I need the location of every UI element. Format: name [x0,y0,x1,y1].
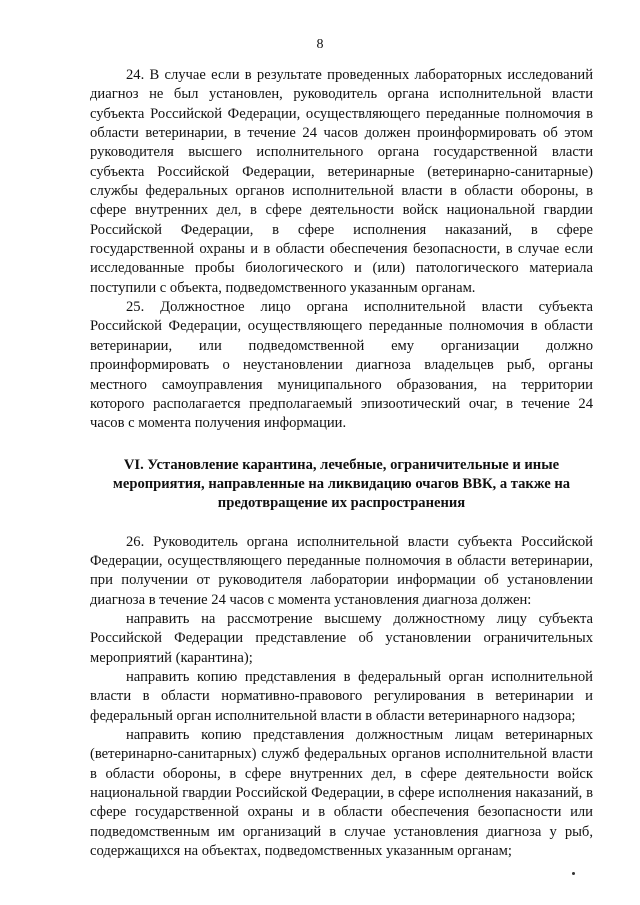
scan-mark [572,872,575,875]
paragraph-24: 24. В случае если в результате проведенных лабораторных исследований диагноз не был установлен, руководитель органа исполнительной власти субъекта Российской Федерации, осуществляющего переданные полномочия в области ветеринарии, в течение 24 часов должен проинформировать об этом руководителя высшего исполнительного органа государственной власти субъекта Российской Федерации, ветеринарные (ветеринарно-санитарные) службы федеральных органов исполнительной власти в области обороны, в сфере внутренних дел, в сфере деятельности войск национальной гвардии Российской Федерации, в сфере исполнения наказаний, в сфере государственной охраны и в области обеспечения безопасности, в случае если исследованные пробы биологического и (или) патологического материала поступили с объекта, подведомственного указанным органам. [90,67,593,296]
paragraph-26: 26. Руководитель органа исполнительной власти субъекта Российской Федерации, осуществляющего переданные полномочия в области ветеринарии, при получении от руководителя лаборатории информации об установлении диагноза в течение 24 часов с момента установления диагноза должен: [90,533,593,608]
section-heading: VI. Установление карантина, лечебные, ограничительные и иные мероприятия, направленные на ликвидацию очагов ВВК, а также на предотвращение их распространения [112,456,571,511]
list-item: направить копию представления в федеральный орган исполнительной власти в области нормативно-правового регулирования в ветеринарии и федеральный орган исполнительной власти в области ветеринарного надзора; [90,668,593,724]
document-body [90,66,593,861]
page-number: 8 [316,37,324,52]
list-item: направить на рассмотрение высшему должностному лицу субъекта Российской Федерации представление об установлении ограничительных мероприятий (карантина); [90,610,593,666]
paragraph-25: 25. Должностное лицо органа исполнительной власти субъекта Российской Федерации, осуществляющего переданные полномочия в области ветеринарии, или подведомственной ему организации должно проинформировать о неустановлении диагноза владельцев рыб, органы местного самоуправления муниципального образования, на территории которого располагается предполагаемый эпизоотический очаг, в течение 24 часов с момента получения информации. [90,299,593,432]
list-item: направить копию представления должностным лицам ветеринарных (ветеринарно-санитарных) служб федеральных органов исполнительной власти в области обороны, в сфере внутренних дел, в сфере деятельности войск национальной гвардии Российской Федерации, в сфере исполнения наказаний, в сфере государственной охраны и в области обеспечения безопасности или подведомственным им организаций в случае установления диагноза у рыб, содержащихся на объектах, подведомственных указанным органам; [90,726,593,860]
